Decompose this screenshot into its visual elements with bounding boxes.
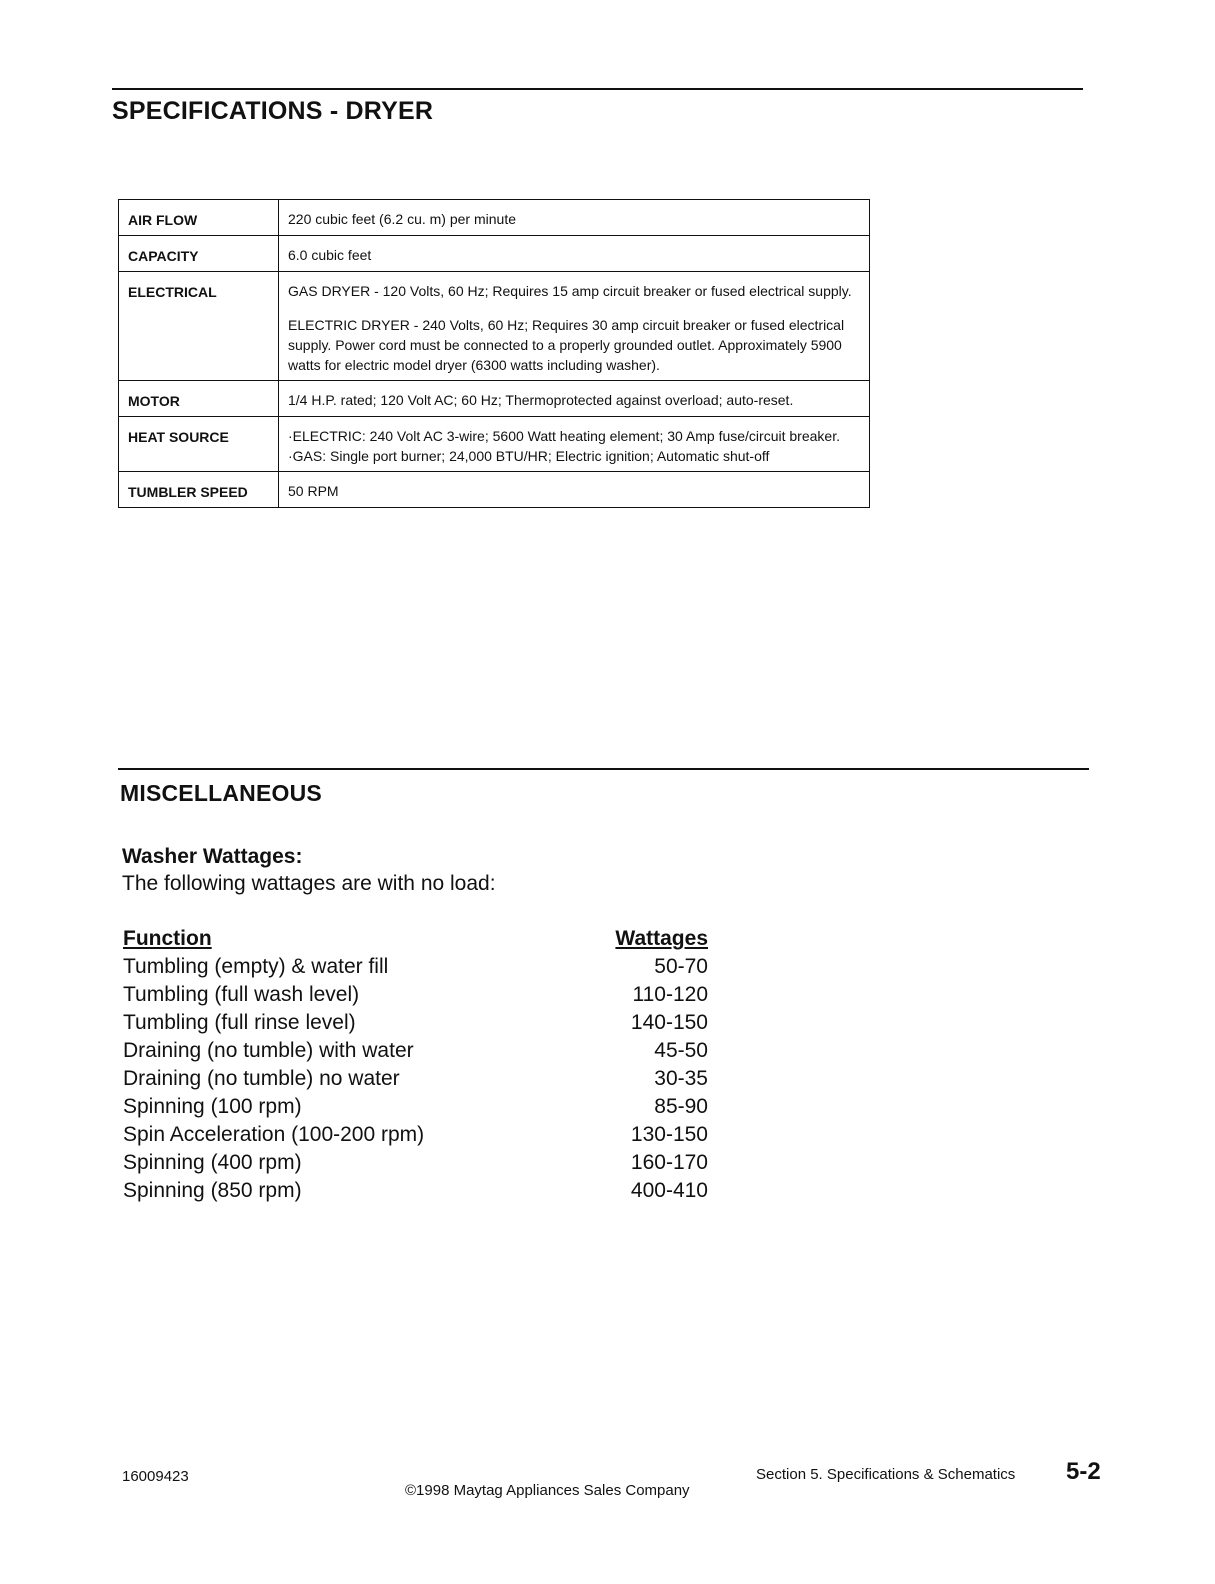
- spec-value-line: GAS DRYER - 120 Volts, 60 Hz; Requires 15 amp circuit breaker or fused electrical supply.: [288, 283, 852, 299]
- spec-row: [119, 417, 870, 472]
- wattage-header-row: [123, 925, 708, 953]
- wattage-row: [123, 1121, 708, 1149]
- misc-title: MISCELLANEOUS: [120, 780, 322, 806]
- wattage-row: [123, 1009, 708, 1037]
- misc-rule: [118, 768, 1089, 770]
- washer-wattages-heading: Washer Wattages:: [122, 845, 303, 868]
- wattage-function: Tumbling (empty) & water fill: [123, 955, 389, 978]
- wattage-value: 400-410: [630, 1179, 708, 1202]
- wattage-function: Tumbling (full rinse level): [123, 1011, 356, 1034]
- spec-row: [119, 236, 870, 272]
- wattage-value: 110-120: [632, 983, 708, 1006]
- wattage-row: [123, 1149, 708, 1177]
- wattage-value: 140-150: [630, 1011, 708, 1034]
- spec-value: [279, 272, 870, 381]
- wattage-list: [123, 925, 708, 1205]
- wattages-column-header: Wattages: [615, 927, 708, 950]
- spec-value-line: ·GAS: Single port burner; 24,000 BTU/HR; Electric ignition; Automatic shut-off: [288, 448, 770, 464]
- wattage-function: Spinning (400 rpm): [123, 1151, 302, 1174]
- spec-label: ELECTRICAL: [119, 272, 279, 381]
- wattage-function: Spinning (100 rpm): [123, 1095, 302, 1118]
- document-number: 16009423: [122, 1468, 189, 1485]
- wattage-function: Draining (no tumble) with water: [123, 1039, 414, 1062]
- page-number: 5-2: [1066, 1458, 1101, 1485]
- function-column-header: Function: [123, 927, 212, 950]
- spec-value-line: ·ELECTRIC: 240 Volt AC 3-wire; 5600 Watt heating element; 30 Amp fuse/circuit breaker.: [288, 428, 840, 444]
- wattage-function: Spin Acceleration (100-200 rpm): [123, 1123, 425, 1146]
- wattage-function: Tumbling (full wash level): [123, 983, 360, 1006]
- spec-value: [279, 472, 870, 508]
- wattage-row: [123, 1093, 708, 1121]
- spec-value-line: 220 cubic feet (6.2 cu. m) per minute: [288, 211, 516, 227]
- washer-wattages-intro: The following wattages are with no load:: [122, 872, 496, 895]
- spec-label: HEAT SOURCE: [119, 417, 279, 472]
- wattage-value: 30-35: [654, 1067, 708, 1090]
- wattage-value: 45-50: [654, 1039, 708, 1062]
- spec-label: AIR FLOW: [119, 200, 279, 236]
- spec-value-line: 6.0 cubic feet: [288, 247, 372, 263]
- wattage-row: [123, 1065, 708, 1093]
- wattage-row: [123, 1037, 708, 1065]
- specs-title: SPECIFICATIONS - DRYER: [112, 97, 434, 125]
- spec-row: [119, 472, 870, 508]
- copyright-notice: ©1998 Maytag Appliances Sales Company: [405, 1482, 690, 1499]
- wattage-value: 50-70: [654, 955, 708, 978]
- spec-label: CAPACITY: [119, 236, 279, 272]
- wattage-value: 160-170: [630, 1151, 708, 1174]
- section-label: Section 5. Specifications & Schematics: [756, 1466, 1016, 1483]
- spec-value-line: ELECTRIC DRYER - 240 Volts, 60 Hz; Requires 30 amp circuit breaker or fused electrical supply. Power cord must be connected to a properly grounded outlet. Approximately 5900 watts for electric model dryer (6300 watts including washer).: [288, 317, 845, 373]
- specs-table: [118, 199, 870, 508]
- spec-value-line: 1/4 H.P. rated; 120 Volt AC; 60 Hz; Thermoprotected against overload; auto-reset.: [288, 392, 794, 408]
- wattage-row: [123, 953, 708, 981]
- spec-value: [279, 417, 870, 472]
- wattage-row: [123, 981, 708, 1009]
- top-rule: [112, 88, 1083, 90]
- spec-value: [279, 200, 870, 236]
- spec-value: [279, 236, 870, 272]
- spec-label: TUMBLER SPEED: [119, 472, 279, 508]
- wattage-value: 85-90: [654, 1095, 708, 1118]
- spec-value-line: 50 RPM: [288, 483, 339, 499]
- wattage-row: [123, 1177, 708, 1205]
- spec-value: [279, 381, 870, 417]
- wattage-value: 130-150: [630, 1123, 708, 1146]
- wattage-function: Spinning (850 rpm): [123, 1179, 302, 1202]
- spec-row: [119, 272, 870, 381]
- spec-row: [119, 381, 870, 417]
- spec-label: MOTOR: [119, 381, 279, 417]
- spec-row: [119, 200, 870, 236]
- wattage-function: Draining (no tumble) no water: [123, 1067, 400, 1090]
